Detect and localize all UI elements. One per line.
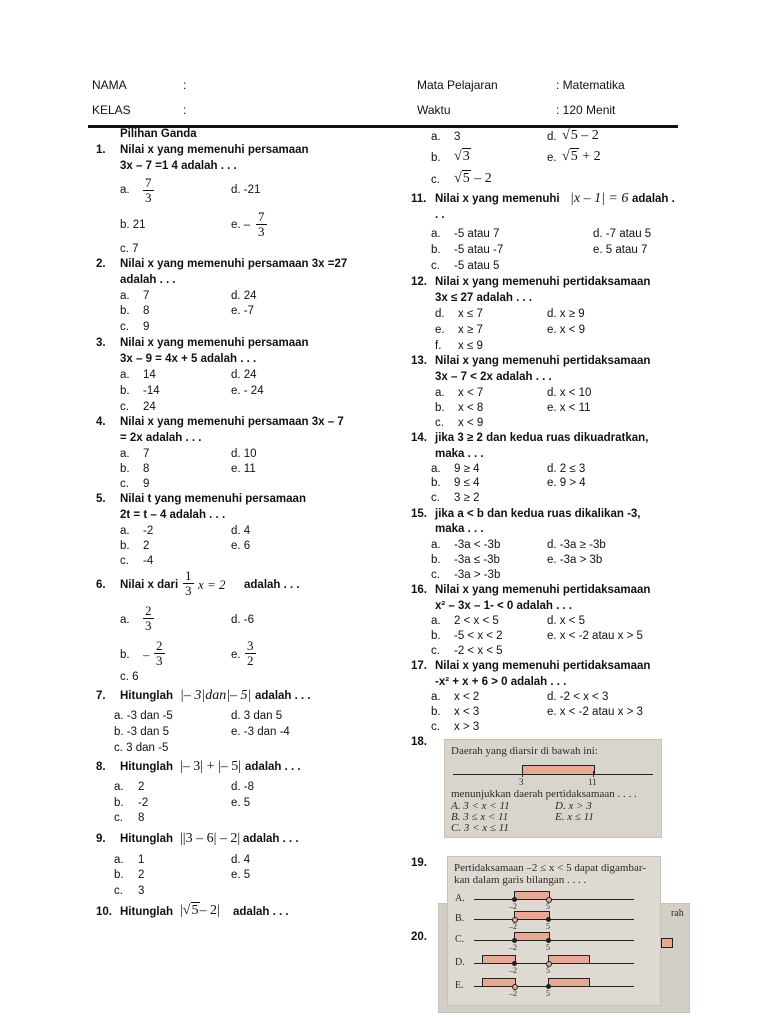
q20-number: 20. [411,931,427,943]
q8-option-c: 8 [138,812,145,824]
q4-option-c-label: c. [120,478,129,490]
q19-number: 19. [411,857,427,869]
q15-option-b-label: b. [431,554,441,566]
q5-option-c: -4 [143,555,154,567]
q8-option-a: 2 [138,781,145,793]
q15-number: 15. [411,508,427,520]
q18-option-c: C. 3 < x ≤ 11 [451,822,509,834]
q5-option-c-label: c. [120,555,129,567]
q5-option-d: d. 4 [231,525,251,537]
q2-text-1: Nilai x yang memenuhi persamaan 3x =27 [120,258,348,270]
q16-number: 16. [411,584,427,596]
q14-number: 14. [411,432,427,444]
q19-tick-e-left: –2 [509,989,517,998]
q19-line-a [474,899,634,900]
q4-option-b-label: b. [120,463,130,475]
q13-option-b-label: b. [435,402,445,414]
q2-option-b-label: b. [120,305,130,317]
q7-option-b: b. -3 dan 5 [114,726,169,738]
q13-text-2: 3x – 7 < 2x adalah . . . [435,371,552,383]
q18-option-e: E. x ≤ 11 [555,811,594,823]
q2-option-a-label: a. [120,290,130,302]
q1-option-a-label: a. [120,184,130,196]
q17-option-e: e. x < -2 atau x > 3 [547,706,643,718]
q4-number: 4. [96,416,106,428]
q10-text-pre: Hitunglah [120,906,174,918]
q19-photo [447,856,661,1006]
q12-option-3-label: f. [435,340,442,352]
q13-text-1: Nilai x yang memenuhi pertidaksamaan [435,355,651,367]
q13-option-b: x < 8 [458,402,484,414]
q9-option-b: 2 [138,869,145,881]
q12-option-1-label: d. [435,308,445,320]
q9-option-e: e. 5 [231,869,251,881]
q10-option-b: √3 [454,149,470,164]
q16-option-c-label: c. [431,645,440,657]
q4-option-b: 8 [143,463,150,475]
q8-option-a-label: a. [114,781,124,793]
q19-tick-c-left: –2 [509,943,517,952]
q2-option-c: 9 [143,321,150,333]
q13-option-a-label: a. [435,387,445,399]
q7-text-pre: Hitunglah [120,690,174,702]
q5-number: 5. [96,493,106,505]
q7-expression: |– 3|dan|– 5| [180,688,252,703]
q9-option-c: 3 [138,885,145,897]
q19-shade-d-left [482,955,516,964]
q6-text-pre: Nilai x dari [120,579,179,591]
q2-option-c-label: c. [120,321,129,333]
q10-number: 10. [96,906,112,918]
q11-option-a: -5 atau 7 [454,228,500,240]
q3-number: 3. [96,337,106,349]
q19-photo-title-2: kan dalam garis bilangan . . . . [454,874,587,886]
q4-option-c: 9 [143,478,150,490]
q19-tick-b-left: –2 [509,922,517,931]
q17-option-d: d. -2 < x < 3 [547,691,609,703]
q12-option-3: x ≤ 9 [458,340,483,352]
q13-option-c-label: c. [435,417,444,429]
q1-text-2: 3x – 7 =1 4 adalah . . . [120,160,237,172]
q14-option-d: d. 2 ≤ 3 [547,463,586,475]
q17-option-b-label: b. [431,706,441,718]
q4-option-a: 7 [143,448,150,460]
q3-option-e: e. - 24 [231,385,264,397]
q3-option-d: d. 24 [231,369,257,381]
q14-text-2: maka . . . [435,448,484,460]
q20-shaded-fragment [661,938,673,948]
section-title: Pilihan Ganda [120,128,197,140]
q14-option-c: 3 ≥ 2 [454,492,480,504]
q2-option-b: 8 [143,305,150,317]
q10-option-b-label: b. [431,152,441,164]
q1-option-b: b. 21 [120,219,146,231]
q3-option-b: -14 [143,385,160,397]
q9-expression: ||3 – 6| – 2| [180,831,241,846]
q8-expression: |– 3| + |– 5| [180,759,242,774]
q10-option-e: √5 + 2 [562,149,601,164]
q11-text-pre: Nilai x yang memenuhi [435,193,560,205]
q7-text-post: adalah . . . [255,690,311,702]
q19-tick-d-left: –2 [509,966,517,975]
q4-option-d: d. 10 [231,448,257,460]
q10-expression: |√5– 2| [180,903,220,918]
q1-option-a-fraction: $\frac{7}{3}$ [145,175,152,205]
q19-shade-a [514,891,550,900]
q15-option-a: -3a < -3b [454,539,501,551]
q10-option-d-label: d. [547,131,557,143]
q19-line-b [474,919,634,920]
q9-text-post: adalah . . . [243,833,299,845]
q19-shade-d-right [548,955,590,964]
q1-option-e-label: e. – [231,219,251,231]
q2-text-2: adalah . . . [120,274,176,286]
q3-option-c: 24 [143,401,156,413]
q16-option-a-label: a. [431,615,441,627]
q18-shaded-region [522,765,595,775]
q16-option-b-label: b. [431,630,441,642]
q8-text-post: adalah . . . [245,761,301,773]
q14-option-a: 9 ≥ 4 [454,463,480,475]
q5-option-b: 2 [143,540,150,552]
waktu-value: : 120 Menit [556,103,616,117]
q15-option-c: -3a > -3b [454,569,501,581]
q11-option-c: -5 atau 5 [454,260,500,272]
kelas-label: KELAS [92,103,131,117]
q8-text-pre: Hitunglah [120,761,174,773]
q19-tick-a-right: 5 [546,902,550,911]
q1-option-e-fraction: $\frac{7}{3}$ [258,209,265,239]
q19-shade-e-left [482,978,516,987]
q7-option-c: c. 3 dan -5 [114,742,169,754]
q19-label-b: B. [455,913,465,924]
q16-option-a: 2 < x < 5 [454,615,499,627]
q9-number: 9. [96,833,106,845]
q19-label-c: C. [455,934,465,945]
q6-option-a-label: a. [120,614,130,626]
nama-colon: : [183,78,187,92]
q18-photo-title: Daerah yang diarsir di bawah ini: [451,745,598,757]
q6-number: 6. [96,579,106,591]
kelas-colon: : [183,103,187,117]
q1-option-c: c. 7 [120,243,139,255]
q14-text-1: jika 3 ≥ 2 dan kedua ruas dikuadratkan, [435,432,649,444]
q14-option-a-label: a. [431,463,441,475]
q15-option-c-label: c. [431,569,440,581]
q10-option-a: 3 [454,131,461,143]
q9-option-d: d. 4 [231,854,251,866]
q14-option-c-label: c. [431,492,440,504]
q18-tick-label-a: 3 [519,777,524,787]
q10-option-c: √5 – 2 [454,171,492,186]
q6-text-post: adalah . . . [244,579,300,591]
q12-option-e: e. x < 9 [547,324,586,336]
q12-option-2-label: e. [435,324,445,336]
q18-option-a: A. 3 < x < 11 [451,800,510,812]
q10-option-a-label: a. [431,131,441,143]
q11-option-b: -5 atau -7 [454,244,504,256]
q1-text-1: Nilai x yang memenuhi persamaan [120,144,309,156]
q12-option-d: d. x ≥ 9 [547,308,585,320]
q17-text-1: Nilai x yang memenuhi pertidaksamaan [435,660,651,672]
q19-photo-title-1: Pertidaksamaan –2 ≤ x < 5 dapat digambar- [454,862,646,874]
q15-option-d: d. -3a ≥ -3b [547,539,606,551]
q18-option-b: B. 3 ≤ x < 11 [451,811,509,823]
q14-option-b: 9 ≤ 4 [454,477,480,489]
q10-option-e-label: e. [547,152,557,164]
q6-option-b-sign: – [143,647,150,662]
q3-option-a: 14 [143,369,156,381]
q13-option-c: x < 9 [458,417,484,429]
q4-option-a-label: a. [120,448,130,460]
q6-option-b-fraction: $\frac{2}{3}$ [156,638,163,668]
q2-option-d: d. 24 [231,290,257,302]
mapel-label: Mata Pelajaran [417,78,498,92]
mapel-value: : Matematika [556,78,625,92]
q18-number: 18. [411,736,427,748]
q7-option-e: e. -3 dan -4 [231,726,290,738]
q16-option-d: d. x < 5 [547,615,586,627]
q11-option-c-label: c. [431,260,440,272]
q13-number: 13. [411,355,427,367]
q6-option-a-fraction: $\frac{2}{3}$ [145,603,152,633]
q12-option-1: x ≤ 7 [458,308,483,320]
q17-option-a-label: a. [431,691,441,703]
q19-tick-e-right: 5 [546,989,550,998]
q17-option-c: x > 3 [454,721,480,733]
q7-number: 7. [96,690,106,702]
q18-tick-label-b: 11 [588,777,597,787]
q11-option-a-label: a. [431,228,441,240]
q16-option-b: -5 < x < 2 [454,630,503,642]
q16-text-2: x² – 3x – 1- < 0 adalah . . . [435,600,573,612]
q6-option-e-label: e. [231,649,241,661]
q16-option-e: e. x < -2 atau x > 5 [547,630,643,642]
q17-text-2: -x² + x + 6 > 0 adalah . . . [435,676,567,688]
q19-tick-c-right: 5 [546,943,550,952]
q12-text-2: 3x ≤ 27 adalah . . . [435,292,533,304]
q13-option-d: d. x < 10 [547,387,592,399]
q9-option-c-label: c. [114,885,123,897]
q10-option-c-label: c. [431,174,440,186]
q5-option-a-label: a. [120,525,130,537]
q19-label-e: E. [455,980,464,991]
q3-option-c-label: c. [120,401,129,413]
q5-option-a: -2 [143,525,154,537]
q6-fraction: $\frac{1}{3}$ [185,568,192,598]
q19-label-a: A. [455,893,465,904]
q4-text-2: = 2x adalah . . . [120,432,202,444]
q4-option-e: e. 11 [231,463,256,475]
q8-option-d: d. -8 [231,781,255,793]
q3-option-b-label: b. [120,385,130,397]
q5-option-e: e. 6 [231,540,251,552]
q8-number: 8. [96,761,106,773]
q11-option-d: d. -7 atau 5 [593,228,652,240]
q19-shade-e-right [548,978,590,987]
q2-number: 2. [96,258,106,270]
q11-expression: |x – 1| = 6 [570,191,629,206]
q6-equation: x = 2 [198,577,226,592]
q18-option-d: D. x > 3 [555,800,592,812]
q15-option-a-label: a. [431,539,441,551]
q8-option-e: e. 5 [231,797,251,809]
q11-number: 11. [411,193,427,205]
q15-option-b: -3a ≤ -3b [454,554,500,566]
q10-text-post: adalah . . . [233,906,289,918]
q6-option-b-label: b. [120,649,130,661]
q17-number: 17. [411,660,427,672]
q1-number: 1. [96,144,106,156]
q8-option-b: -2 [138,797,149,809]
q11-option-e: e. 5 atau 7 [593,244,648,256]
q5-text-2: 2t = t – 4 adalah . . . [120,509,226,521]
q17-option-a: x < 2 [454,691,480,703]
q5-option-b-label: b. [120,540,130,552]
q10-option-d: √5 – 2 [562,128,599,143]
q19-tick-b-right: 5 [546,922,550,931]
q1-option-d: d. -21 [231,184,261,196]
q9-option-a: 1 [138,854,145,866]
q14-option-b-label: b. [431,477,441,489]
q9-option-b-label: b. [114,869,124,881]
q16-text-1: Nilai x yang memenuhi pertidaksamaan [435,584,651,596]
q17-option-b: x < 3 [454,706,480,718]
q15-text-2: maka . . . [435,523,484,535]
q14-option-e: e. 9 > 4 [547,477,586,489]
q11-text-post: adalah . [632,193,675,205]
q7-option-d: d. 3 dan 5 [231,710,283,722]
q15-text-1: jika a < b dan kedua ruas dikalikan -3, [435,508,641,520]
q19-label-d: D. [455,957,465,968]
q19-line-c [474,940,634,941]
waktu-label: Waktu [417,103,451,117]
q19-tick-a-left: –2 [509,902,517,911]
q2-option-e: e. -7 [231,305,255,317]
q17-option-c-label: c. [431,721,440,733]
q4-text-1: Nilai x yang memenuhi persamaan 3x – 7 [120,416,344,428]
q6-option-e-fraction: $\frac{3}{2}$ [247,638,254,668]
q6-option-c: c. 6 [120,671,139,683]
q12-number: 12. [411,276,427,288]
q18-photo-text: menunjukkan daerah pertidaksamaan . . . . [451,788,637,800]
q8-option-c-label: c. [114,812,123,824]
q16-option-c: -2 < x < 5 [454,645,503,657]
q3-text-1: Nilai x yang memenuhi persamaan [120,337,309,349]
q5-text-1: Nilai t yang memenuhi persamaan [120,493,306,505]
q12-text-1: Nilai x yang memenuhi pertidaksamaan [435,276,651,288]
q7-option-a: a. -3 dan -5 [114,710,173,722]
q13-option-a: x < 7 [458,387,484,399]
q9-text-pre: Hitunglah [120,833,174,845]
q8-option-b-label: b. [114,797,124,809]
q3-option-a-label: a. [120,369,130,381]
q9-option-a-label: a. [114,854,124,866]
q2-option-a: 7 [143,290,150,302]
q19-edge-text: rah [671,908,684,919]
q13-option-e: e. x < 11 [547,402,591,414]
q15-option-e: e. -3a > 3b [547,554,603,566]
q19-shade-b [514,911,550,920]
q3-text-2: 3x – 9 = 4x + 5 adalah . . . [120,353,257,365]
q18-photo [444,739,662,838]
q12-option-2: x ≥ 7 [458,324,483,336]
q6-option-d: d. -6 [231,614,255,626]
nama-label: NAMA [92,78,127,92]
q11-option-b-label: b. [431,244,441,256]
q19-tick-d-right: 5 [546,966,550,975]
q19-shade-c [514,932,550,941]
q11-text-cont: . . [435,209,445,221]
